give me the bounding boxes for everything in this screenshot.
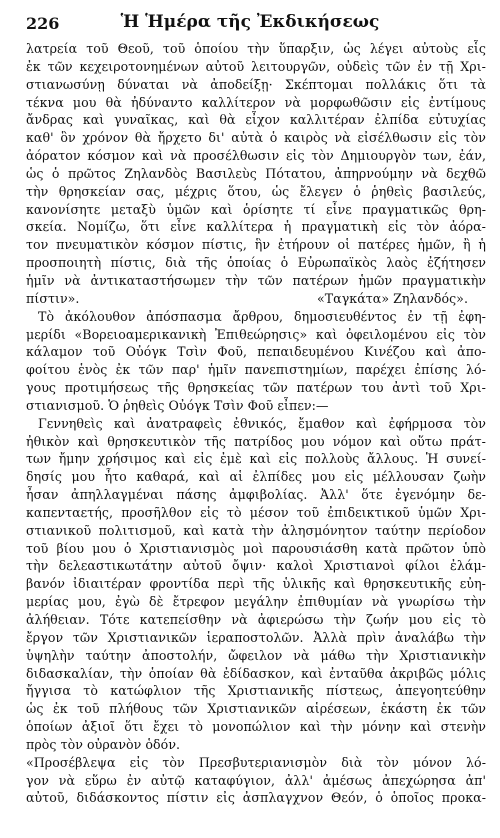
text-line: βανόν ἰδιαιτέραν φροντίδα περὶ τῆς ὑλικῆς καὶ θρησκευτικῆς εὐη- [26,576,486,592]
text-line: πρὸς τὸν οὐρανὸν ὁδόν. [26,736,181,752]
text-line: ὑψηλὴν ταύτην ἀποστολήν, ὤφειλον νὰ μάθω τὴν Χριστιανικὴν [26,647,486,663]
page-body [26,40,486,836]
paragraph-4 [26,754,486,808]
text-line: ὡς ἐκ τοῦ πλήθους τῶν Χριστιανικῶν αἱρέσεων, ἑκάστη ἐκ τῶν [26,701,486,717]
text-line: γον νὰ εὕρω ἐν αὐτῷ καταφύγιον, ἀλλ' ἀμέσως ἀπεχώρησα ἀπ' [26,772,486,788]
text-line: προσποιητὴ πίστις, διὰ τῆς ὁποίας ὁ Εὐρωπαϊκὸς λαὸς ἐζήτησεν [26,255,486,271]
text-line: μερίδι «Βορειοαμερικανικὴ Ἐπιθεώρησις» καὶ ὀφειλομένου εἰς τὸν [26,326,486,342]
text-line: Γεννηθεὶς καὶ ἀνατραφεὶς ἐθνικός, ἔμαθον καὶ ἐφήρμοσα τὸν [38,415,486,431]
text-line: τέκνα μου θὰ ἠδύναντο καλλίτερον νὰ μορφωθῶσιν εἰς ἐντίμους [26,94,486,110]
text-line: ἔργον τῶν Χριστιανικῶν ἱεραποστολῶν. Ἀλλὰ πρὶν ἀναλάβω τὴν [26,629,486,645]
text-line: αὐτοῦ, διδάσκοντος πίστιν εἰς ἀσπλαγχνον Θεόν, ὁ ὁποῖος προκα- [26,790,486,806]
text-line: στιανικοῦ πολιτισμοῦ, καὶ κατὰ τὴν ἀλησμόνητον ταύτην περίοδον [26,522,486,538]
text-line: πίστιν». [26,290,80,306]
text-line: των ἤμην χρήσιμος καὶ εἰς ἐμὲ καὶ εἰς πολλοὺς ἄλλους. Ἡ συνεί- [26,451,486,467]
text-line: Τὸ ἀκόλουθον ἀπόσπασμα ἄρθρου, δημοσιευθέντος ἐν τῇ ἐφη- [38,308,486,324]
text-line: στιανισμοῦ. Ὁ ῥηθεὶς Οὐόγκ Τσὶν Φοῦ εἶπεν:— [26,397,329,413]
text-line: δησίς μου ἦτο καθαρά, καὶ αἱ ἐλπίδες μου εἰς μέλλουσαν ζωὴν [26,469,486,485]
closing-line [26,290,486,308]
text-line: μερίας μου, ἐγὼ δὲ ἔτρεφον μεγάλην ἐπιθυμίαν νὰ γνωρίσω τὴν [26,594,486,610]
text-line: καπενταετής, προσῆλθον εἰς τὸ μέσον τοῦ ἐπιδεικτικοῦ ὑμῶν Χρι- [26,504,486,520]
text-line: ἡμῖν νὰ ἀντικαταστήσωμεν τὴν τῶν πατέρων ἡμῶν πραγματικὴν [26,272,486,288]
text-line: ἀλήθειαν. Τότε κατεπείσθην νὰ ἀφιερώσω τὴν ζωήν μου εἰς τὸ [26,612,486,627]
text-line: τον πνευματικὸν κόσμον πίστις, ἣν ἐτήρουν οἱ πατέρες ἡμῶν, ἢ ἡ [26,237,486,253]
text-line: κανονίσητε μεταξὺ ὑμῶν καὶ ὁρίσητε τί εἶνε πραγματικῶς θρη- [26,201,486,217]
text-line: καθ' ὃν χρόνον θὰ ἤρχετο δι' αὐτὰ ὁ καιρὸς νὰ εἰσέλθωσιν εἰς τὸν [26,130,486,146]
paragraph-3 [26,415,486,754]
text-line: σκεία. Νομίζω, ὅτι εἶνε καλλίτερα ἡ πραγματικὴ εἰς τὸν ἀόρα- [26,219,486,235]
text-line: «Προσέβλεψα εἰς τὸν Πρεσβυτεριανισμὸν διὰ τὸν μόνον λό- [26,754,486,770]
text-line: γους προτιμήσεως τῆς θρησκείας τῶν πατέρων του ἀντὶ τοῦ Χρι- [26,380,486,396]
text-line: φοίτου ἑνὸς ἐκ τῶν παρ' ἡμῖν πανεπιστημίων, παρέχει ἐπίσης λό- [26,362,486,378]
paragraph-2 [26,308,486,415]
page-header [26,12,474,34]
text-line: τὴν θρησκείαν σας, μέχρις ὅτου, ὡς ἔλεγεν ὁ ῥηθεὶς βασιλεύς, [26,183,486,199]
text-line: λατρεία τοῦ Θεοῦ, τοῦ ὁποίου τὴν ὕπαρξιν, ὡς λέγει αὐτοὺς εἷς [26,41,486,56]
text-line: διδασκαλίαν, τὴν ὁποίαν θὰ ἐδίδασκον, καὶ ἐνταῦθα ἀκριβῶς μόλις [26,665,486,681]
text-line: κάλαμον τοῦ Οὐόγκ Τσὶν Φοῦ, πεπαιδευμένου Κινέζου καὶ ἀπο- [26,344,486,360]
signature: «Ταγκάτα» Ζηλανδός». [316,290,468,306]
text-line: ὡς ὁ πρῶτος Ζηλανδὸς Βασιλεὺς Πότατου, ἀπηρνούμην νὰ δεχθῶ [26,165,486,181]
running-title: Ἡ Ἡμέρα τῆς Ἐκδικήσεως [120,12,380,32]
text-line: ὁποίων ἀξιοῖ ὅτι ἔχει τὸ μονοπώλιον καὶ τὴν μόνην καὶ στενὴν [26,719,486,735]
text-line: ἤγγισα τὸ κατώφλιον τῆς Χριστιανικῆς πίστεως, ἀπεγοητεύθην [26,683,486,699]
text-line: ἄνδρας καὶ γυναῖκας, καὶ θὰ εἶχον καλλιτέραν ἐλπίδα εὐτυχίας [26,112,486,128]
text-line: τὴν δελεαστικωτάτην αὐτοῦ ὄψιν· καλοὶ Χριστιανοὶ φίλοι ἐλάμ- [26,558,486,574]
text-line: ἀόρατον κόσμον καὶ νὰ προσέλθωσιν εἰς τὸν Δημιουργὸν των, ἐάν, [26,148,486,164]
page-number: 226 [26,14,60,33]
text-line: ἠθικὸν καὶ θρησκευτικὸν τῆς πατρίδος μου νόμον καὶ οὕτω πράτ- [26,433,486,449]
text-line: στιανωσύνῃ δύναται νὰ ἀποδείξῃ· Σκέπτομαι πολλάκις ὅτι τὰ [26,76,486,92]
text-line: ἐκ τῶν κεχειροτονημένων αὐτοῦ λειτουργῶν, οὐδεὶς τῶν ἐν τῇ Χρι- [26,58,486,74]
paragraph-1 [26,40,486,308]
text-line: ἦσαν ἀπηλλαγμέναι πάσης ἀμφιβολίας. Ἀλλ' ὅτε ἐγενόμην δε- [26,487,486,503]
text-line: τοῦ βίου μου ὁ Χριστιανισμὸς μοὶ παρουσιάσθη κατὰ πρῶτον ὑπὸ [26,540,486,556]
